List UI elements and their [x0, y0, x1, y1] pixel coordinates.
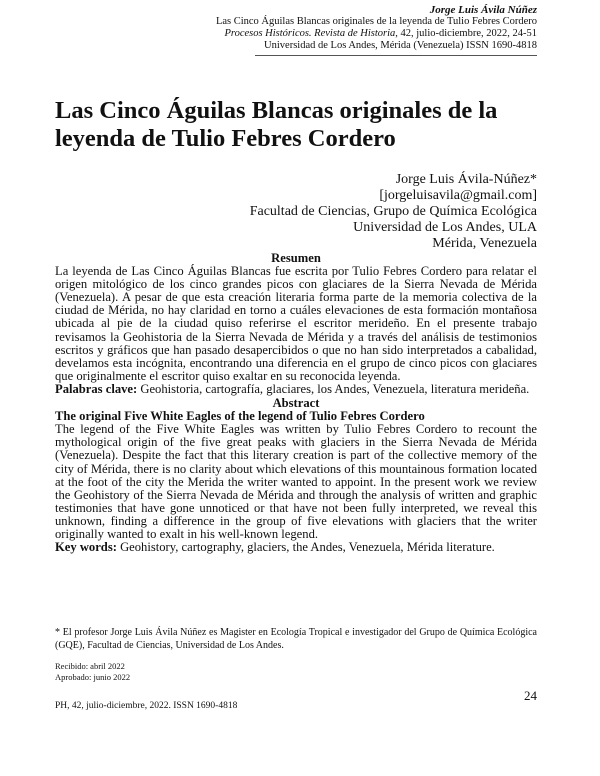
author-faculty: Facultad de Ciencias, Grupo de Química Ecológica	[249, 204, 537, 219]
header-university: Universidad de Los Andes, Mérida (Venezuela) ISSN 1690-4818	[264, 40, 537, 51]
abstract-keywords	[55, 541, 537, 554]
resumen-keywords-list: Geohistoria, cartografía, glaciares, los Andes, Venezuela, literatura merideña.	[137, 381, 530, 396]
author-email[interactable]: [jorgeluisavila@gmail.com]	[379, 188, 537, 203]
resumen-text: La leyenda de Las Cinco Águilas Blancas fue escrita por Tulio Febres Cordero para relatar el origen mitológico de los cinco grandes picos con glaciares de la Sierra Nevada de Mérida (Venezuela). A pesar de que esta creación literaria forma parte de la memoria colectiva de la ciudad de Mérida, no hay claridad en torno a cuáles elevaciones de esta formación montañosa ubicada al pie de la ciudad quiso referirse el escritor merideño. En el presente trabajo revisamos la Geohistoria de la Sierra Nevada de Mérida y a través del análisis de testimonios escritos y gráficos que han pasado desapercibidos o que no han sido interpretados a cabalidad, develamos esta incógnita, encontrando una diferencia en el grupo de cinco picos con glaciares que originalmente el escritor quiso exaltar en su reconocida leyenda.	[55, 264, 537, 383]
author-city: Mérida, Venezuela	[432, 236, 537, 251]
page-footer: PH, 42, julio-diciembre, 2022. ISSN 1690-4818	[55, 701, 238, 711]
resumen-keywords-label: Palabras clave:	[55, 381, 138, 396]
author-university: Universidad de Los Andes, ULA	[353, 220, 537, 235]
author-name: Jorge Luis Ávila-Núñez*	[395, 172, 537, 187]
header-issue: , 42, julio-diciembre, 2022, 24-51	[395, 28, 537, 39]
abstract-heading: Abstract	[272, 396, 320, 411]
footnote: * El profesor Jorge Luis Ávila Núñez es Magister en Ecología Tropical e investigador del Grupo de Química Ecológica (GQE), Facultad de Ciencias, Universidad de Los Andes.	[55, 627, 537, 651]
approved-date: Aprobado: junio 2022	[55, 671, 131, 682]
author-block	[250, 172, 537, 252]
resumen-heading: Resumen	[271, 251, 321, 265]
header-article: Las Cinco Águilas Blancas originales de la leyenda de Tulio Febres Cordero	[215, 16, 537, 27]
abstracts	[55, 252, 537, 554]
abstract-title: The original Five White Eagles of the legend of Tulio Febres Cordero	[55, 409, 425, 424]
abstract-keywords-label: Key words:	[55, 540, 117, 555]
page-number: 24	[524, 688, 537, 703]
abstract-text: The legend of the Five White Eagles was written by Tulio Febres Cordero to recount the mythological origin of the five great peaks with glaciers in the Sierra Nevada de Mérida (Venezuela). Despite the fact that this literary creation is part of the collective memory of the city of Mérida, there is no clarity about which elevations of this mountainous formation located at the foot of the city the Merida the writer wanted to appoint. In the present work we review the Geohistory of the Sierra Nevada de Mérida and through the analysis of written and graphic testimonies that have gone unnoticed or that have not been fully interpreted, we reveal this unknown, finding a difference in the group of five elevations with glaciers that the writer originally wanted to exalt in his well-known legend.	[55, 422, 537, 541]
abstract-keywords-list: Geohistory, cartography, glaciers, the Andes, Venezuela, Mérida literature.	[116, 540, 495, 555]
header-journal-line	[216, 28, 537, 40]
header-journal: Procesos Históricos. Revista de Historia	[224, 28, 396, 39]
article-title: Las Cinco Águilas Blancas originales de la leyenda de Tulio Febres Cordero	[55, 97, 498, 152]
dates	[55, 661, 130, 682]
header-rule	[255, 55, 537, 56]
received-date: Recibido: abril 2022	[55, 661, 125, 671]
running-header	[216, 4, 537, 52]
resumen-keywords	[55, 383, 537, 396]
header-author: Jorge Luis Ávila Núñez	[429, 4, 537, 16]
